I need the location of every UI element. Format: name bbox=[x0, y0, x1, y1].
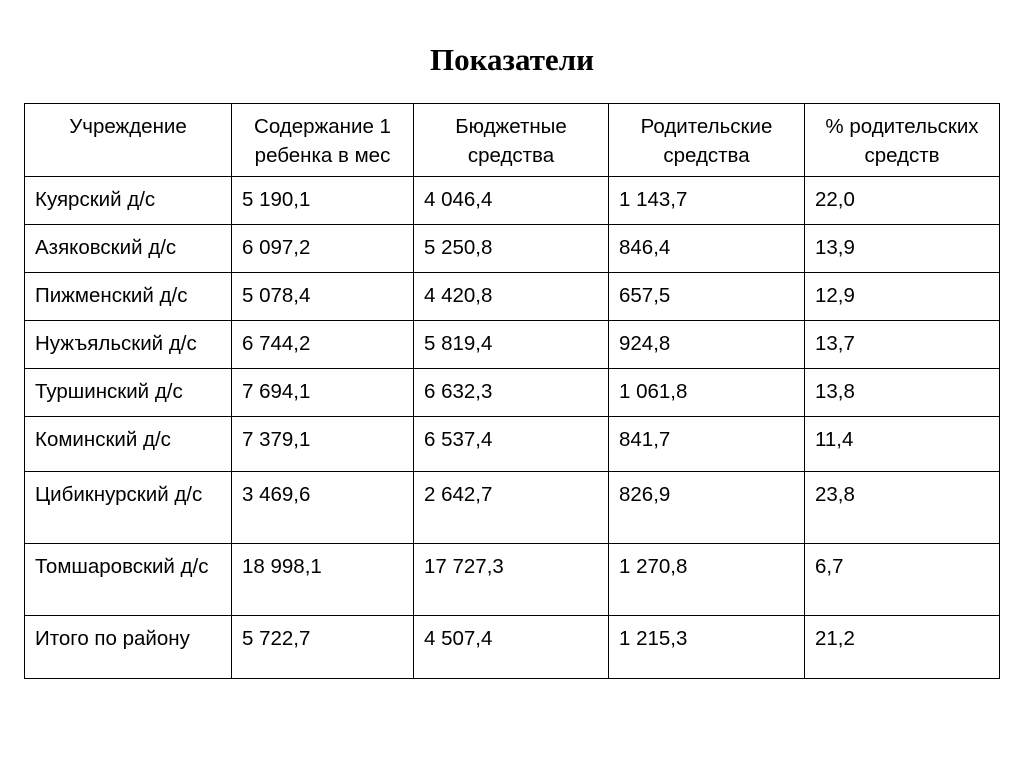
header-budget-funds: Бюджетные средства bbox=[414, 104, 609, 177]
cell-cost-per-child: 5 190,1 bbox=[232, 177, 414, 225]
header-parent-funds: Родительские средства bbox=[609, 104, 805, 177]
cell-parent-percent: 21,2 bbox=[805, 616, 1000, 679]
cell-parent-funds: 1 061,8 bbox=[609, 369, 805, 417]
table-row bbox=[25, 369, 1000, 417]
table-row-total bbox=[25, 616, 1000, 679]
cell-cost-per-child: 7 379,1 bbox=[232, 417, 414, 472]
cell-cost-per-child: 3 469,6 bbox=[232, 472, 414, 544]
cell-budget-funds: 17 727,3 bbox=[414, 544, 609, 616]
cell-parent-percent: 23,8 bbox=[805, 472, 1000, 544]
cell-cost-per-child: 18 998,1 bbox=[232, 544, 414, 616]
cell-budget-funds: 4 507,4 bbox=[414, 616, 609, 679]
cell-institution: Коминский д/с bbox=[25, 417, 232, 472]
cell-parent-funds: 1 215,3 bbox=[609, 616, 805, 679]
cell-parent-percent: 12,9 bbox=[805, 273, 1000, 321]
cell-cost-per-child: 7 694,1 bbox=[232, 369, 414, 417]
page-title: Показатели bbox=[430, 42, 594, 77]
cell-parent-funds: 846,4 bbox=[609, 225, 805, 273]
cell-budget-funds: 6 632,3 bbox=[414, 369, 609, 417]
cell-institution: Итого по району bbox=[25, 616, 232, 679]
table-row bbox=[25, 225, 1000, 273]
cell-parent-funds: 841,7 bbox=[609, 417, 805, 472]
cell-institution: Цибикнурский д/с bbox=[25, 472, 232, 544]
table-row bbox=[25, 544, 1000, 616]
table-header-row bbox=[25, 104, 1000, 177]
cell-cost-per-child: 5 722,7 bbox=[232, 616, 414, 679]
table-row bbox=[25, 273, 1000, 321]
cell-budget-funds: 4 046,4 bbox=[414, 177, 609, 225]
cell-budget-funds: 2 642,7 bbox=[414, 472, 609, 544]
table-row bbox=[25, 177, 1000, 225]
header-institution: Учреждение bbox=[25, 104, 232, 177]
cell-parent-percent: 6,7 bbox=[805, 544, 1000, 616]
cell-institution: Пижменский д/с bbox=[25, 273, 232, 321]
cell-parent-percent: 11,4 bbox=[805, 417, 1000, 472]
cell-budget-funds: 4 420,8 bbox=[414, 273, 609, 321]
cell-institution: Туршинский д/с bbox=[25, 369, 232, 417]
cell-cost-per-child: 6 097,2 bbox=[232, 225, 414, 273]
cell-cost-per-child: 5 078,4 bbox=[232, 273, 414, 321]
cell-institution: Нужъяльский д/с bbox=[25, 321, 232, 369]
cell-parent-funds: 1 270,8 bbox=[609, 544, 805, 616]
cell-institution: Азяковский д/с bbox=[25, 225, 232, 273]
cell-parent-funds: 826,9 bbox=[609, 472, 805, 544]
cell-institution: Томшаровский д/с bbox=[25, 544, 232, 616]
cell-parent-funds: 924,8 bbox=[609, 321, 805, 369]
cell-cost-per-child: 6 744,2 bbox=[232, 321, 414, 369]
cell-parent-percent: 13,7 bbox=[805, 321, 1000, 369]
cell-parent-percent: 22,0 bbox=[805, 177, 1000, 225]
cell-budget-funds: 5 250,8 bbox=[414, 225, 609, 273]
indicators-table bbox=[24, 103, 1000, 679]
cell-parent-percent: 13,8 bbox=[805, 369, 1000, 417]
cell-institution: Куярский д/с bbox=[25, 177, 232, 225]
cell-parent-percent: 13,9 bbox=[805, 225, 1000, 273]
cell-budget-funds: 5 819,4 bbox=[414, 321, 609, 369]
header-cost-per-child: Содержание 1 ребенка в мес bbox=[232, 104, 414, 177]
header-parent-percent: % родительских средств bbox=[805, 104, 1000, 177]
table-row bbox=[25, 321, 1000, 369]
cell-budget-funds: 6 537,4 bbox=[414, 417, 609, 472]
cell-parent-funds: 1 143,7 bbox=[609, 177, 805, 225]
table-row bbox=[25, 472, 1000, 544]
cell-parent-funds: 657,5 bbox=[609, 273, 805, 321]
table-row bbox=[25, 417, 1000, 472]
